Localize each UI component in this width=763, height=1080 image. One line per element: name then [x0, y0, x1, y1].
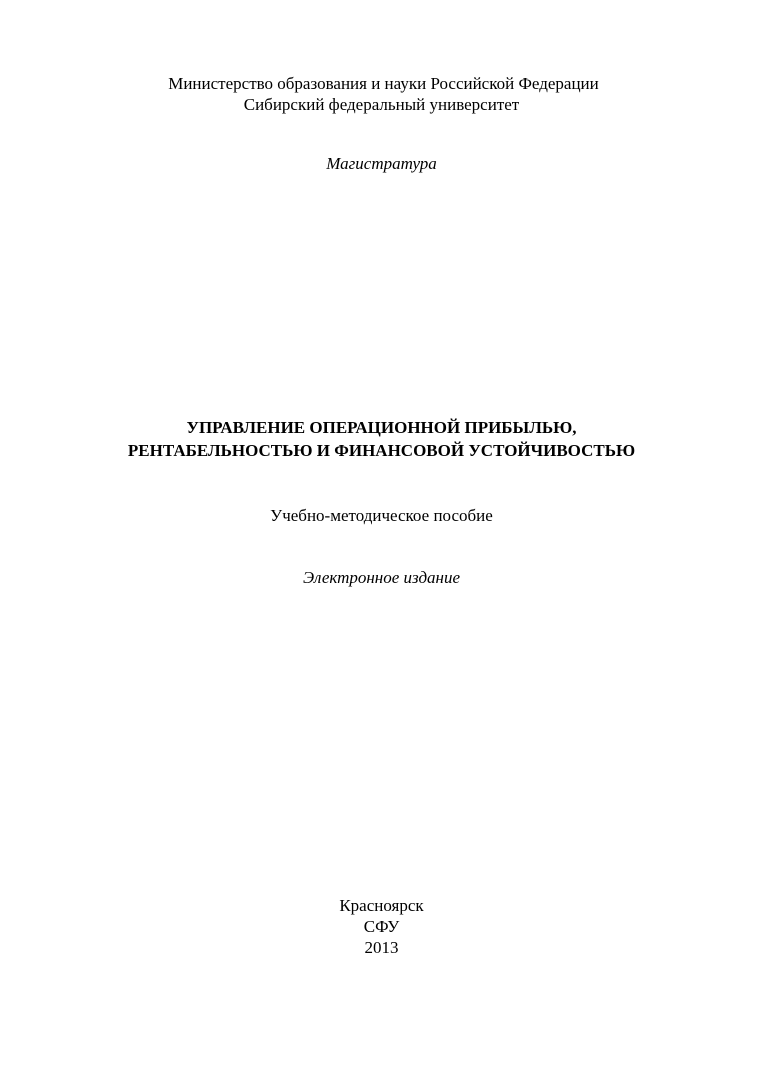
program-label: Магистратура [326, 154, 437, 173]
document-title-line-2: РЕНТАБЕЛЬНОСТЬЮ И ФИНАНСОВОЙ УСТОЙЧИВОСТЬЮ [127, 441, 636, 460]
edition-label: Электронное издание [302, 568, 461, 587]
imprint-city: Красноярск [339, 896, 424, 915]
university-name: Сибирский федеральный университет [243, 95, 520, 114]
imprint-year: 2013 [364, 938, 399, 957]
document-type: Учебно-методическое пособие [270, 506, 493, 525]
ministry-name: Министерство образования и науки Российской Федерации [168, 74, 599, 93]
document-title-line-1: УПРАВЛЕНИЕ ОПЕРАЦИОННОЙ ПРИБЫЛЬЮ, [186, 418, 577, 437]
imprint-publisher: СФУ [363, 917, 400, 936]
